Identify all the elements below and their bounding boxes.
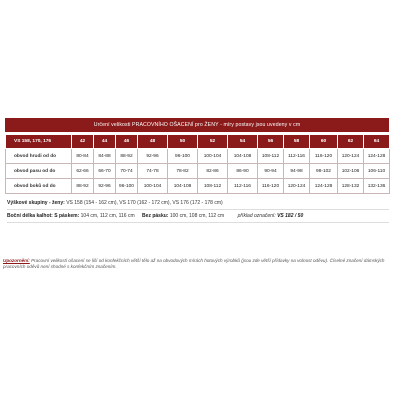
table-cell: 128-132 — [338, 179, 364, 194]
size-header-row — [6, 135, 390, 149]
table-cell: 108-112 — [258, 149, 284, 164]
table-cell: 108-112 — [198, 179, 228, 194]
size-info — [5, 197, 389, 223]
size-table — [5, 134, 390, 194]
table-cell: 74-78 — [138, 164, 168, 179]
notice-text: Pracovní velikostí ošacení se liší od konfekčních větší tělo až na obvodových mírách hotových výrobků (jsou zde větší přídavky na volnost oděvu). Číselné značení dámských pracovních oděvů není shodné s konfekčním značením. — [3, 258, 385, 270]
table-cell: 88-92 — [72, 179, 94, 194]
table-cell: 90-94 — [258, 164, 284, 179]
table-cell: 100-104 — [138, 179, 168, 194]
size-header: 58 — [284, 135, 310, 149]
example-value: VS 182 / 50 — [277, 213, 304, 219]
height-groups-label: Výškové skupiny - ženy: — [7, 200, 65, 206]
table-cell: 104-108 — [168, 179, 198, 194]
table-cell: 86-90 — [228, 164, 258, 179]
size-header: 60 — [310, 135, 338, 149]
example-label: příklad označení: — [237, 213, 276, 219]
height-groups-line — [7, 197, 389, 210]
table-cell: 116-120 — [310, 149, 338, 164]
row-label-hips: obvod boků od do — [6, 179, 72, 194]
table-row — [6, 149, 390, 164]
size-chart — [5, 118, 389, 223]
table-cell: 78-82 — [168, 164, 198, 179]
table-cell: 82-86 — [198, 164, 228, 179]
table-cell: 106-110 — [364, 164, 390, 179]
size-header: 52 — [198, 135, 228, 149]
table-cell: 124-128 — [364, 149, 390, 164]
size-header: 42 — [72, 135, 94, 149]
table-cell: 92-96 — [138, 149, 168, 164]
table-row — [6, 164, 390, 179]
size-header: 44 — [94, 135, 116, 149]
table-cell: 66-70 — [94, 164, 116, 179]
size-header: 48 — [138, 135, 168, 149]
notice — [3, 258, 395, 271]
leg-length-line — [7, 210, 389, 223]
table-cell: 112-116 — [228, 179, 258, 194]
size-header: 46 — [116, 135, 138, 149]
size-header: 54 — [228, 135, 258, 149]
notice-lead: Upozornění: — [3, 258, 30, 263]
leg-length-label: Boční délka kalhot: S páskem: — [7, 213, 80, 219]
table-cell: 96-100 — [168, 149, 198, 164]
table-cell: 98-102 — [310, 164, 338, 179]
table-cell: 94-98 — [284, 164, 310, 179]
table-cell: 112-116 — [284, 149, 310, 164]
table-cell: 104-108 — [228, 149, 258, 164]
table-cell: 116-120 — [258, 179, 284, 194]
size-header: 56 — [258, 135, 284, 149]
height-groups-text: VS 158 (154 - 162 cm), VS 170 (162 - 172 cm), VS 176 (172 - 178 cm) — [66, 200, 223, 206]
without-belt-values: 100 cm, 108 cm, 112 cm — [169, 213, 225, 219]
size-header: 62 — [338, 135, 364, 149]
size-header: 64 — [364, 135, 390, 149]
table-cell: 80-84 — [72, 149, 94, 164]
chart-title: Určení velikosti PRACOVNÍHO OŠACENÍ pro ŽENY - míry postavy jsou uvedeny v cm — [5, 118, 389, 132]
table-cell: 124-128 — [310, 179, 338, 194]
table-cell: 100-104 — [198, 149, 228, 164]
table-cell: 120-124 — [284, 179, 310, 194]
table-cell: 96-100 — [116, 179, 138, 194]
table-cell: 70-74 — [116, 164, 138, 179]
without-belt-label: Bez pásku: — [142, 213, 169, 219]
table-cell: 84-88 — [94, 149, 116, 164]
table-cell: 102-106 — [338, 164, 364, 179]
with-belt-values: 104 cm, 112 cm, 116 cm — [80, 213, 135, 219]
height-group-header: VS 158, 170, 176 — [6, 135, 72, 149]
table-cell: 120-124 — [338, 149, 364, 164]
table-row — [6, 179, 390, 194]
table-cell: 132-136 — [364, 179, 390, 194]
table-cell: 88-92 — [116, 149, 138, 164]
table-cell: 92-96 — [94, 179, 116, 194]
size-header: 50 — [168, 135, 198, 149]
row-label-waist: obvod pasu od do — [6, 164, 72, 179]
table-cell: 62-66 — [72, 164, 94, 179]
row-label-chest: obvod hrudi od do — [6, 149, 72, 164]
